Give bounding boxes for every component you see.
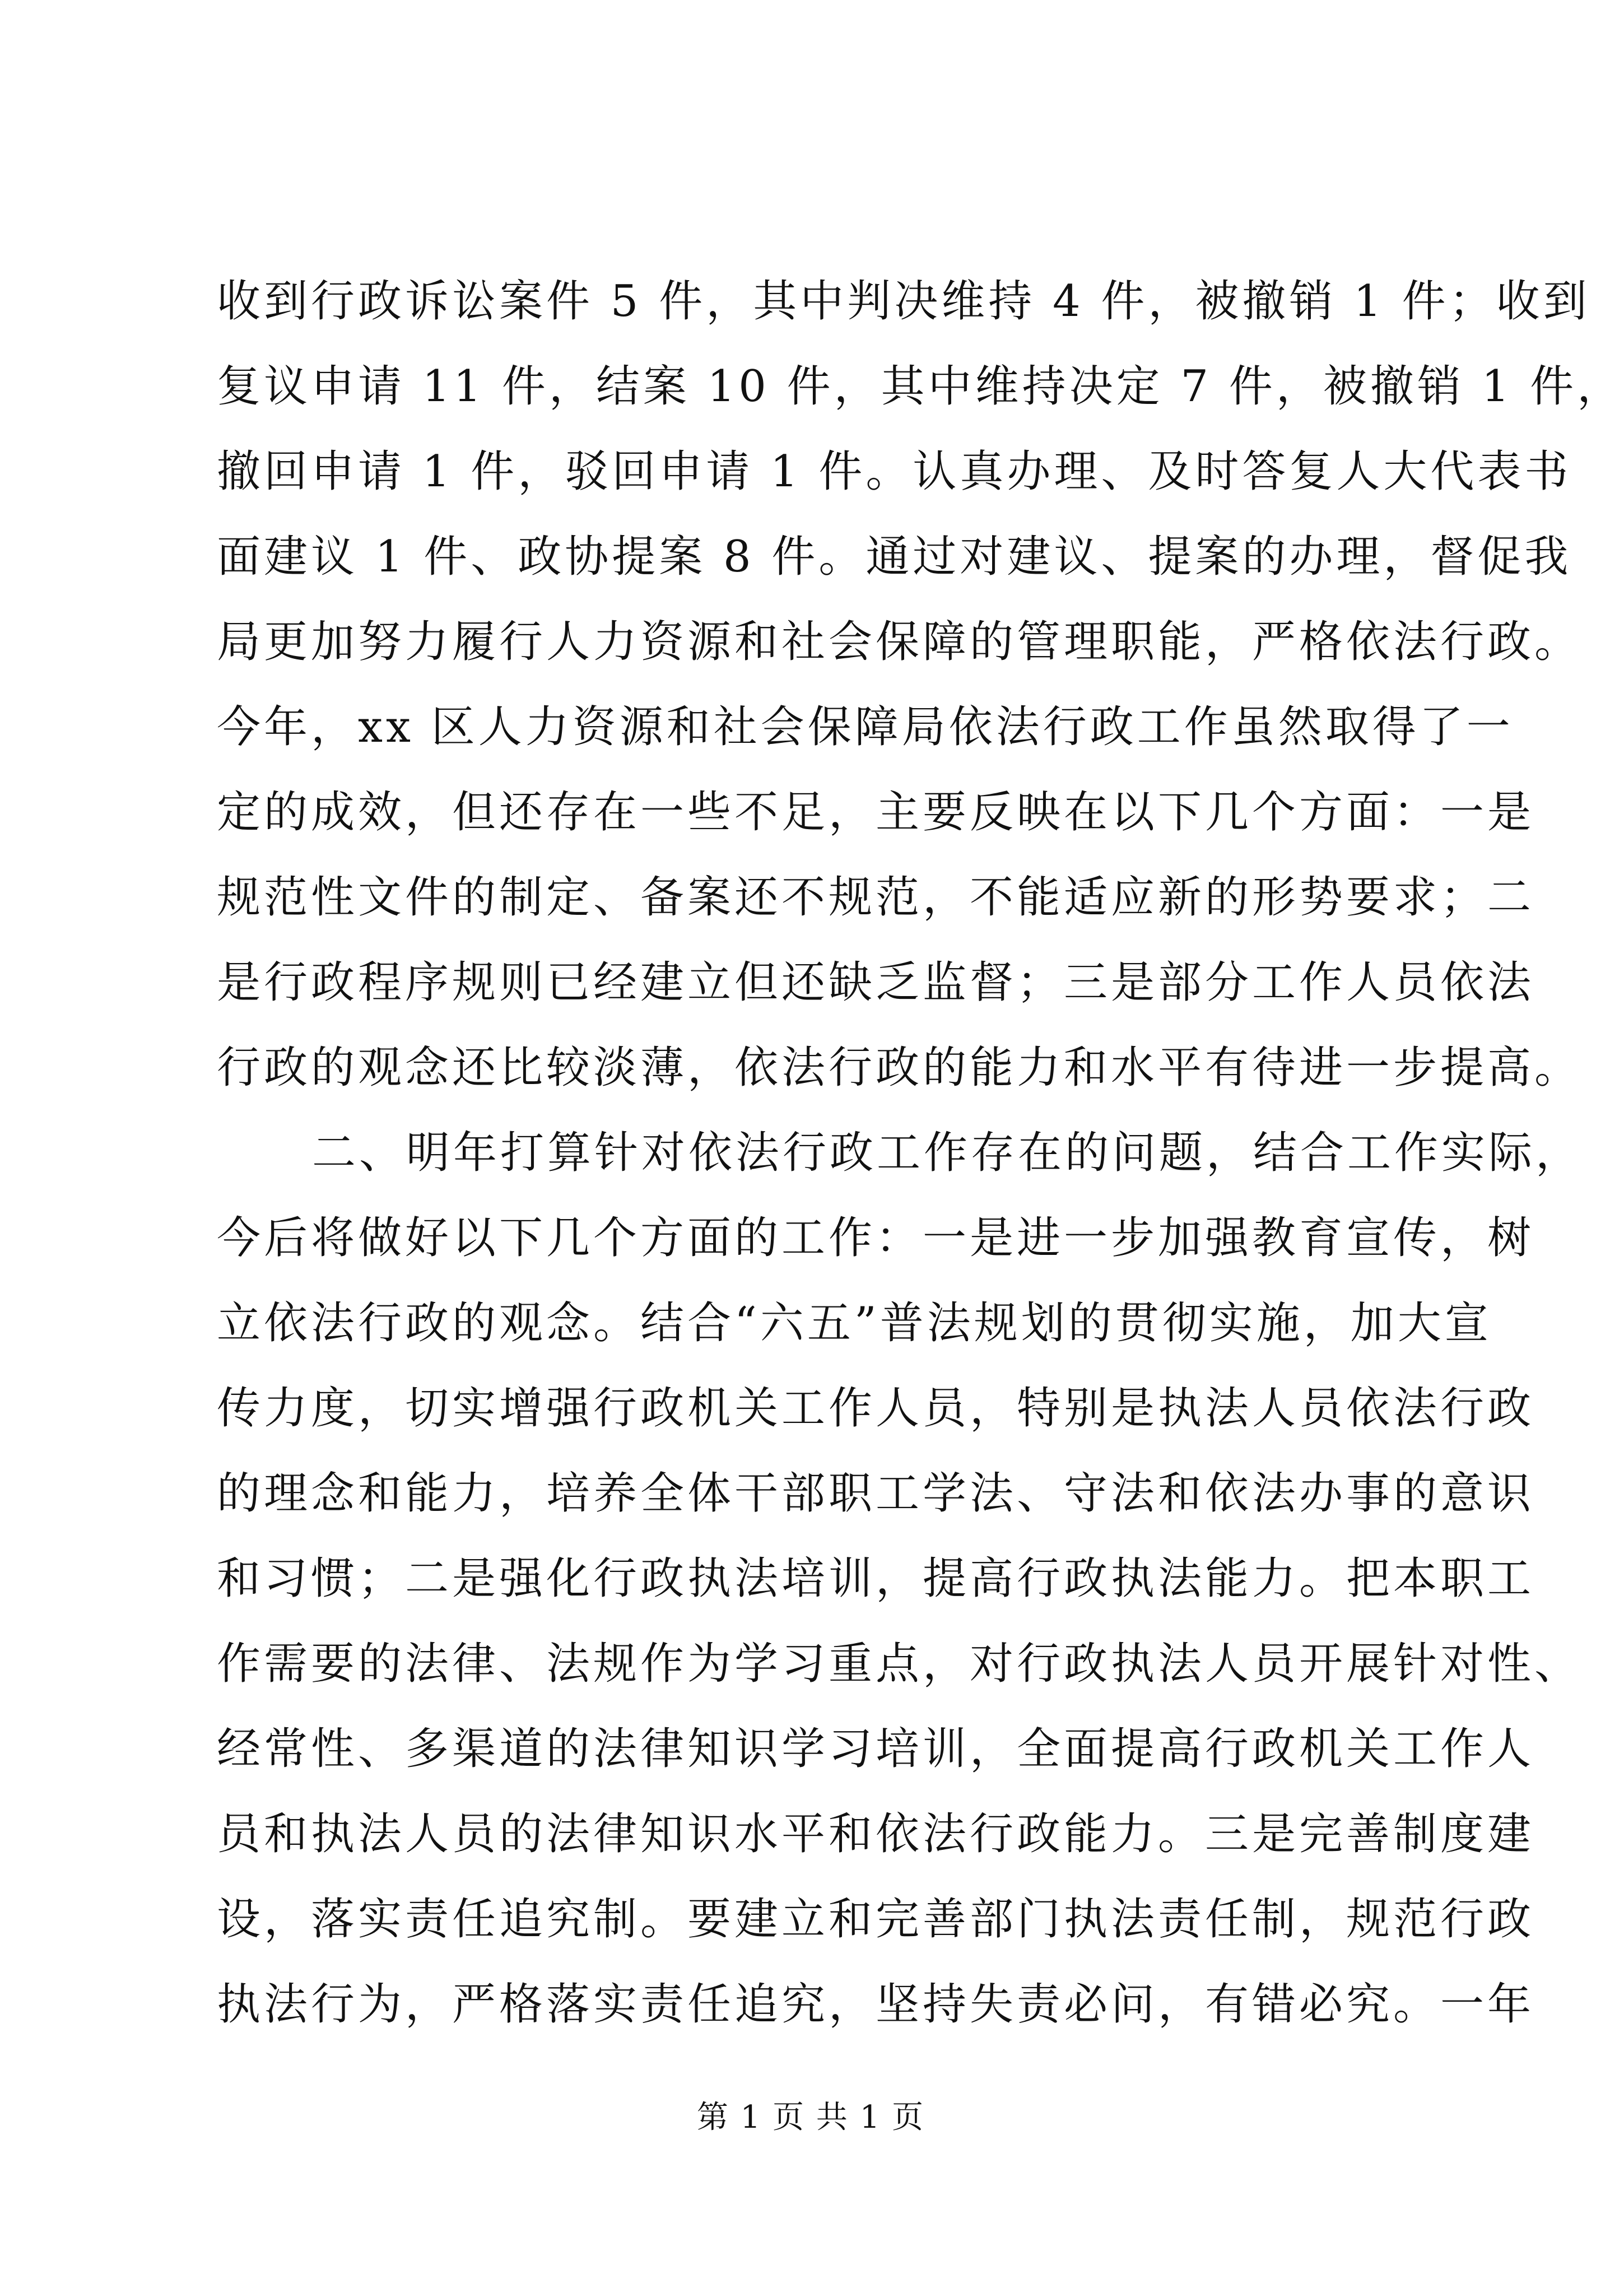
text-line: 复议申请 11 件，结案 10 件，其中维持决定 7 件，被撤销 1 件， bbox=[217, 361, 1624, 412]
text-line: 行政的观念还比较淡薄，依法行政的能力和水平有待进一步提高。 bbox=[217, 1043, 1582, 1093]
page-footer bbox=[0, 2098, 1621, 2137]
text-line: 和习惯；二是强化行政执法培训，提高行政执法能力。把本职工 bbox=[217, 1554, 1535, 1604]
text-line: 执法行为，严格落实责任追究，坚持失责必问，有错必究。一年 bbox=[217, 1979, 1535, 2030]
text-line: 是行政程序规则已经建立但还缺乏监督；三是部分工作人员依法 bbox=[217, 957, 1535, 1008]
text-line: 设，落实责任追究制。要建立和完善部门执法责任制，规范行政 bbox=[217, 1894, 1535, 1945]
text-line: 员和执法人员的法律知识水平和依法行政能力。三是完善制度建 bbox=[217, 1809, 1535, 1859]
text-line: 定的成效，但还存在一些不足，主要反映在以下几个方面：一是 bbox=[217, 787, 1535, 838]
text-line: 传力度，切实增强行政机关工作人员，特别是执法人员依法行政 bbox=[217, 1383, 1535, 1434]
text-line: 收到行政诉讼案件 5 件，其中判决维持 4 件，被撤销 1 件；收到 bbox=[217, 276, 1590, 327]
text-line: 撤回申请 1 件，驳回申请 1 件。认真办理、及时答复人大代表书 bbox=[217, 446, 1572, 497]
text-line: 作需要的法律、法规作为学习重点，对行政执法人员开展针对性、 bbox=[217, 1639, 1582, 1689]
text-line: 立依法行政的观念。结合“六五”普法规划的贯彻实施，加大宣 bbox=[217, 1298, 1492, 1348]
text-line: 局更加努力履行人力资源和社会保障的管理职能，严格依法行政。 bbox=[217, 617, 1582, 667]
text-line: 面建议 1 件、政协提案 8 件。通过对建议、提案的办理，督促我 bbox=[217, 532, 1572, 582]
text-line: 的理念和能力，培养全体干部职工学法、守法和依法办事的意识 bbox=[217, 1468, 1535, 1519]
text-line: 今年，xx 区人力资源和社会保障局依法行政工作虽然取得了一 bbox=[217, 702, 1514, 752]
document-body bbox=[217, 259, 1624, 2047]
text-line: 经常性、多渠道的法律知识学习培训，全面提高行政机关工作人 bbox=[217, 1724, 1535, 1774]
text-line: 今后将做好以下几个方面的工作：一是进一步加强教育宣传，树 bbox=[217, 1213, 1535, 1263]
page-number: 第 1 页 共 1 页 bbox=[696, 2099, 925, 2136]
paragraph-start-line: 二、明年打算针对依法行政工作存在的问题，结合工作实际， bbox=[312, 1128, 1583, 1178]
text-line: 规范性文件的制定、备案还不规范，不能适应新的形势要求；二 bbox=[217, 872, 1535, 923]
